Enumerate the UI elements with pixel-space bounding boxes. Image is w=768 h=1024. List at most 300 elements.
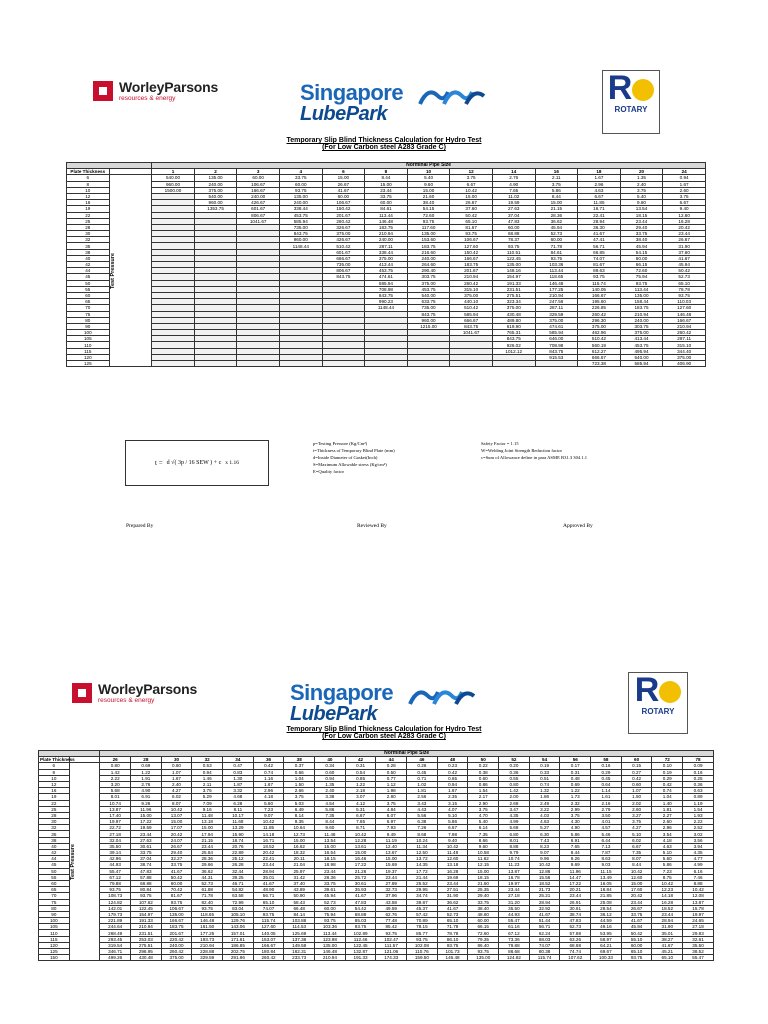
pressure-value-cell: 8.11 <box>223 806 254 812</box>
pressure-value-cell: 13.29 <box>223 825 254 831</box>
pressure-value-cell: 4.90 <box>131 788 162 794</box>
pressure-value-cell: 15.90 <box>223 831 254 837</box>
pressure-value-cell: 1.67 <box>578 175 621 181</box>
pressure-value-cell: 375.00 <box>161 955 192 961</box>
pressure-value-cell: 1.93 <box>683 812 714 818</box>
pressure-value-cell: 29.40 <box>620 224 663 230</box>
pressure-value-cell: 344.40 <box>663 348 706 354</box>
pressure-value-cell: 319.54 <box>100 942 131 948</box>
thickness-formula <box>125 440 269 486</box>
pressure-value-cell: 37.40 <box>284 880 315 886</box>
pressure-value-cell: 13.07 <box>161 812 192 818</box>
pressure-value-cell: 1.30 <box>223 775 254 781</box>
pressure-value-cell: 260.42 <box>322 218 365 224</box>
pressure-value-cell: 3.75 <box>663 193 706 199</box>
pressure-value-cell: 3.47 <box>499 806 530 812</box>
pressure-value-cell: 1.73 <box>560 794 591 800</box>
pressure-value-cell: 115.74 <box>529 955 560 961</box>
pressure-value-cell: 12.86 <box>529 868 560 874</box>
pressure-value-cell: 31.90 <box>652 924 683 930</box>
pressure-value-cell: 48.90 <box>253 887 284 893</box>
pressure-value-cell: 183.75 <box>450 262 493 268</box>
pressure-value-cell: 6.67 <box>450 181 493 187</box>
pressure-value-cell: 38.74 <box>560 911 591 917</box>
pressure-value-cell: 11.19 <box>376 837 407 843</box>
plate-thickness-cell: 16 <box>67 200 110 206</box>
legend-left <box>313 440 473 475</box>
pressure-value-cell: 30.61 <box>560 905 591 911</box>
legend-line: W=Welding Joint Strength Reduction factor <box>481 448 563 453</box>
pressure-value-cell: 35.50 <box>100 843 131 849</box>
pressure-value-cell: 0.28 <box>376 763 407 769</box>
plate-thickness-cell: 40 <box>67 255 110 261</box>
pressure-value-cell: 50.42 <box>663 268 706 274</box>
pressure-value-cell: 81.67 <box>578 262 621 268</box>
pressure-value-cell: 67.12 <box>499 930 530 936</box>
pressure-value-cell: 33.75 <box>131 850 162 856</box>
pressure-value-cell: 150.42 <box>450 249 493 255</box>
pressure-value-cell: 60.00 <box>161 880 192 886</box>
pressure-value-cell: 13.54 <box>315 837 346 843</box>
pressure-value-cell: 426.67 <box>322 237 365 243</box>
pressure-value-cell: 71.78 <box>535 243 578 249</box>
plate-thickness-cell: 6 <box>67 175 110 181</box>
pressure-value-cell: 31.20 <box>499 899 530 905</box>
pressure-value-cell: 9.96 <box>529 856 560 862</box>
pressure-value-cell: 0.27 <box>621 769 652 775</box>
pressure-value-cell: 7.93 <box>376 825 407 831</box>
pressure-value-cell: 122.45 <box>345 942 376 948</box>
pressure-value-cell: 78.37 <box>492 237 535 243</box>
pipe-size-header: 60 <box>621 757 652 763</box>
pressure-value-cell: 34.74 <box>407 893 438 899</box>
pressure-value-cell: 11.02 <box>492 193 535 199</box>
pressure-value-cell: 2.02 <box>621 800 652 806</box>
pressure-value-cell: 9.60 <box>407 181 450 187</box>
pressure-value-cell: 68.88 <box>131 880 162 886</box>
pressure-value-cell: 0.33 <box>529 769 560 775</box>
pressure-value-cell: 233.73 <box>284 955 315 961</box>
pressure-value-cell: 19.59 <box>131 825 162 831</box>
pressure-value-cell: 7.35 <box>315 812 346 818</box>
pressure-value-cell: 132.87 <box>345 949 376 955</box>
pressure-value-cell: 375.00 <box>620 330 663 336</box>
pressure-value-cell: 10.74 <box>100 800 131 806</box>
pressure-value-cell: 22.72 <box>100 825 131 831</box>
pressure-value-cell: 4.27 <box>161 788 192 794</box>
pressure-value-cell: 8.44 <box>621 862 652 868</box>
pressure-value-cell: 1.12 <box>376 781 407 787</box>
pressure-value-cell: 38.74 <box>131 862 162 868</box>
pressure-value-cell: 960.00 <box>279 237 322 243</box>
pipe-size-header: 36 <box>253 757 284 763</box>
pressure-value-cell: 72.99 <box>223 899 254 905</box>
pressure-value-cell: 6.91 <box>560 837 591 843</box>
pressure-value-cell: 3.27 <box>621 812 652 818</box>
pressure-value-cell: 38.27 <box>652 936 683 942</box>
pressure-value-cell: 540.00 <box>152 175 195 181</box>
pressure-value-cell: 13.18 <box>192 819 223 825</box>
pressure-value-cell: 135.00 <box>407 231 450 237</box>
pressure-value-cell: 338.44 <box>279 206 322 212</box>
pressure-value-cell: 413.44 <box>620 336 663 342</box>
pressure-value-cell: 1012.12 <box>492 348 535 354</box>
pressure-value-cell: 9.35 <box>284 819 315 825</box>
pressure-value-cell: 52.73 <box>663 274 706 280</box>
pressure-value-cell: 0.66 <box>284 769 315 775</box>
pressure-value-cell: 15.00 <box>322 175 365 181</box>
pressure-value-cell: 210.94 <box>365 231 408 237</box>
pressure-value-cell: 315.10 <box>663 342 706 348</box>
pressure-value-cell: 540.00 <box>620 354 663 360</box>
pressure-value-cell: 8.07 <box>161 800 192 806</box>
nominal-pipe-size-header: Norminal Pipe Size <box>100 751 714 757</box>
pressure-value-cell: 0.64 <box>591 781 622 787</box>
pressure-value-cell: 1.35 <box>620 175 663 181</box>
pressure-value-cell: 540.00 <box>407 292 450 298</box>
pressure-value-cell: 106.67 <box>450 237 493 243</box>
pressure-value-cell: 102.47 <box>376 936 407 942</box>
pressure-value-cell: 20.42 <box>663 224 706 230</box>
pressure-value-cell: 264.60 <box>407 262 450 268</box>
pressure-value-cell: 21.15 <box>192 837 223 843</box>
rotary-text: ROTARY <box>614 105 648 114</box>
wp-name: WorleyParsons <box>119 79 219 95</box>
pressure-value-cell: 37.60 <box>663 249 706 255</box>
pressure-value-cell: 2.49 <box>529 800 560 806</box>
pressure-value-cell: 220.42 <box>161 936 192 942</box>
plate-thickness-cell: 80 <box>39 905 70 911</box>
pressure-value-cell: 166.67 <box>237 187 280 193</box>
pressure-value-cell: 260.42 <box>578 311 621 317</box>
pressure-value-cell: 7.23 <box>652 868 683 874</box>
pressure-value-cell: 9.07 <box>253 812 284 818</box>
pressure-value-cell: 0.80 <box>100 763 131 769</box>
pressure-value-cell: 0.42 <box>652 781 683 787</box>
pressure-value-cell: 6.91 <box>131 794 162 800</box>
plate-thickness-cell: 105 <box>67 336 110 342</box>
pressure-value-cell: 6.44 <box>591 837 622 843</box>
pressure-value-cell: 0.54 <box>345 769 376 775</box>
pressure-value-cell: 166.67 <box>450 255 493 261</box>
pressure-value-cell: 8.14 <box>284 812 315 818</box>
pressure-value-cell: 166.67 <box>253 942 284 948</box>
plate-thickness-cell: 125 <box>67 361 110 367</box>
pressure-value-cell: 0.25 <box>683 775 714 781</box>
pressure-value-cell: 5.46 <box>591 831 622 837</box>
pressure-value-cell: 183.75 <box>161 924 192 930</box>
pressure-value-cell: 10.42 <box>683 887 714 893</box>
pressure-value-cell: 106.67 <box>161 905 192 911</box>
pressure-value-cell: 35.93 <box>345 887 376 893</box>
pressure-value-cell: 153.07 <box>253 936 284 942</box>
pressure-value-cell: 585.94 <box>450 311 493 317</box>
pressure-value-cell: 80.38 <box>529 949 560 955</box>
pressure-value-cell: 36.30 <box>578 224 621 230</box>
plate-thickness-cell: 110 <box>67 342 110 348</box>
pipe-size-header: 38 <box>284 757 315 763</box>
pressure-value-cell: 510.42 <box>322 243 365 249</box>
pressure-value-cell: 296.30 <box>578 317 621 323</box>
pressure-value-cell: 18.52 <box>529 880 560 886</box>
pressure-value-cell: 453.75 <box>279 212 322 218</box>
pressure-value-cell: 0.83 <box>223 769 254 775</box>
plate-thickness-cell: 44 <box>67 268 110 274</box>
pressure-value-cell: 2.40 <box>161 781 192 787</box>
pressure-value-cell: 4.43 <box>407 806 438 812</box>
pressure-value-cell: 5.86 <box>437 819 468 825</box>
pressure-value-cell: 2.35 <box>437 794 468 800</box>
pressure-value-cell: 2.11 <box>192 781 223 787</box>
pressure-value-cell: 65.10 <box>437 918 468 924</box>
pipe-size-header: 78 <box>683 757 714 763</box>
pressure-value-cell: 210.94 <box>450 274 493 280</box>
rotary-text: ROTARY <box>641 707 675 716</box>
pressure-value-cell: 8.01 <box>100 794 131 800</box>
pressure-value-cell: 2.56 <box>407 794 438 800</box>
pressure-value-cell: 2.40 <box>620 181 663 187</box>
plate-thickness-cell: 100 <box>67 330 110 336</box>
pressure-value-cell: 50.42 <box>161 874 192 880</box>
pressure-value-cell: 17.07 <box>161 825 192 831</box>
pressure-value-cell: 0.51 <box>529 775 560 781</box>
pressure-value-cell: 171.61 <box>223 936 254 942</box>
pressure-value-cell: 135.00 <box>468 955 499 961</box>
pressure-value-cell: 9.60 <box>315 825 346 831</box>
pressure-value-cell: 1.67 <box>663 181 706 187</box>
pressure-value-cell: 298.95 <box>131 949 162 955</box>
pressure-value-cell: 32.61 <box>683 936 714 942</box>
worleyparsons-mark-icon <box>72 683 92 703</box>
pressure-value-cell: 17.40 <box>100 812 131 818</box>
pressure-value-cell: 26.91 <box>560 899 591 905</box>
pressure-value-cell: 93.75 <box>492 243 535 249</box>
pressure-value-cell: 28.36 <box>192 856 223 862</box>
pipe-size-header: 48 <box>437 757 468 763</box>
pressure-value-cell: 154.97 <box>492 274 535 280</box>
pressure-value-cell: 20.42 <box>621 893 652 899</box>
pressure-value-cell: 0.34 <box>315 763 346 769</box>
plate-thickness-cell: 22 <box>67 212 110 218</box>
pressure-value-cell: 19.37 <box>376 868 407 874</box>
pressure-value-cell: 16.78 <box>499 874 530 880</box>
pressure-value-cell: 231.51 <box>131 930 162 936</box>
legend-line: c=Sum of Allowance define in para ASME B31.3 304.1.1 <box>481 455 588 460</box>
pressure-value-cell: 0.60 <box>621 781 652 787</box>
pressure-value-cell: 228.88 <box>192 949 223 955</box>
pressure-value-cell: 6.14 <box>468 825 499 831</box>
pressure-value-cell: 56.71 <box>253 893 284 899</box>
test-pressure-label: Test Pressure <box>109 252 116 289</box>
pressure-value-cell: 1.50 <box>621 794 652 800</box>
pressure-value-cell: 93.75 <box>578 274 621 280</box>
pressure-value-cell: 619.90 <box>492 323 535 329</box>
slp-line2: LubePark <box>290 703 378 725</box>
pressure-value-cell: 93.75 <box>437 942 468 948</box>
pressure-value-cell: 85.77 <box>407 930 438 936</box>
pressure-value-cell: 293.45 <box>100 936 131 942</box>
pressure-value-cell: 9.60 <box>468 843 499 849</box>
plate-thickness-cell: 28 <box>39 812 70 818</box>
pressure-value-cell <box>237 361 280 367</box>
pressure-value-cell: 150.42 <box>322 206 365 212</box>
pressure-value-cell: 2.17 <box>468 794 499 800</box>
worleyparsons-logo <box>72 682 197 705</box>
pressure-value-cell: 6.02 <box>621 837 652 843</box>
pressure-value-cell: 89.63 <box>578 268 621 274</box>
pressure-value-cell: 10.74 <box>499 856 530 862</box>
pressure-value-cell: 0.74 <box>652 788 683 794</box>
pressure-value-cell: 28.94 <box>529 899 560 905</box>
pressure-value-cell: 2.32 <box>560 800 591 806</box>
pressure-value-cell: 113.44 <box>535 268 578 274</box>
pressure-value-cell: 41.67 <box>161 868 192 874</box>
plate-thickness-cell: 45 <box>67 274 110 280</box>
pressure-value-cell: 93.75 <box>315 918 346 924</box>
pressure-value-cell: 260.42 <box>253 955 284 961</box>
pressure-value-cell: 8.07 <box>621 856 652 862</box>
pressure-value-cell: 183.75 <box>620 305 663 311</box>
pressure-value-cell: 111.57 <box>376 942 407 948</box>
pressure-value-cell: 0.42 <box>253 763 284 769</box>
pressure-value-cell: 1041.67 <box>237 218 280 224</box>
pressure-value-cell: 22.41 <box>253 856 284 862</box>
pressure-value-cell: 19.69 <box>437 874 468 880</box>
pressure-value-cell: 25.52 <box>407 880 438 886</box>
pressure-value-cell: 0.16 <box>591 763 622 769</box>
pressure-value-cell: 135.00 <box>279 193 322 199</box>
pressure-value-cell: 4.07 <box>437 806 468 812</box>
pressure-value-cell: 2.96 <box>578 181 621 187</box>
pressure-value-cell: 7.46 <box>683 874 714 880</box>
pressure-value-cell: 0.48 <box>560 775 591 781</box>
pressure-value-cell: 3.15 <box>437 800 468 806</box>
pressure-value-cell: 226.85 <box>578 305 621 311</box>
pressure-value-cell: 210.94 <box>663 323 706 329</box>
pressure-value-cell: 765.31 <box>492 330 535 336</box>
rotary-mark-icon: R <box>603 71 659 105</box>
pipe-size-header: 14 <box>492 169 535 175</box>
title-line-2: (For Low Carbon steel A283 Grade C) <box>322 144 446 151</box>
pressure-value-cell: 4.35 <box>683 850 714 856</box>
pressure-value-cell: 1.35 <box>315 781 346 787</box>
pressure-value-cell: 36.62 <box>437 899 468 905</box>
pressure-value-cell: 45.94 <box>315 893 346 899</box>
pressure-value-cell: 33.75 <box>279 175 322 181</box>
pressure-value-cell: 153.60 <box>407 237 450 243</box>
pressure-value-cell: 113.44 <box>315 930 346 936</box>
pressure-value-cell: 57.88 <box>560 930 591 936</box>
pressure-value-cell: 29.40 <box>468 893 499 899</box>
pressure-value-cell: 60.00 <box>322 193 365 199</box>
pressure-value-cell: 35.50 <box>683 942 714 948</box>
pressure-value-cell: 70.42 <box>161 887 192 893</box>
pressure-value-cell: 19.97 <box>683 911 714 917</box>
pressure-value-cell: 93.75 <box>279 187 322 193</box>
pressure-value-cell: 35.01 <box>253 874 284 880</box>
pressure-value-cell: 0.71 <box>407 775 438 781</box>
pressure-value-cell: 29.95 <box>407 887 438 893</box>
pressure-value-cell: 191.33 <box>492 280 535 286</box>
plate-thickness-cell: 40 <box>39 843 70 849</box>
pressure-value-cell: 33.75 <box>161 862 192 868</box>
plate-thickness-cell: 6 <box>39 763 70 769</box>
pressure-value-cell: 5.86 <box>535 187 578 193</box>
pressure-value-cell: 2.52 <box>683 825 714 831</box>
pressure-value-cell: 93.75 <box>407 936 438 942</box>
pressure-value-cell: 127.60 <box>663 305 706 311</box>
pressure-value-cell: 60.00 <box>279 181 322 187</box>
plate-thickness-cell: 10 <box>39 775 70 781</box>
pressure-value-cell: 41.67 <box>437 905 468 911</box>
pressure-value-cell: 3.75 <box>468 806 499 812</box>
waves-icon <box>408 684 478 708</box>
pressure-value-cell: 32.27 <box>161 856 192 862</box>
pressure-value-cell: 61.88 <box>192 887 223 893</box>
test-pressure-label-cell <box>69 763 100 961</box>
pressure-value-cell: 123.98 <box>315 936 346 942</box>
pressure-value-cell: 4.70 <box>468 812 499 818</box>
pressure-value-cell: 33.75 <box>468 899 499 905</box>
pressure-value-cell: 105.10 <box>223 911 254 917</box>
pressure-value-cell: 1.40 <box>652 800 683 806</box>
pipe-size-header: 12 <box>450 169 493 175</box>
pressure-value-cell: 8.44 <box>535 193 578 199</box>
pipe-size-header: 52 <box>499 757 530 763</box>
pressure-value-cell: 127.60 <box>253 924 284 930</box>
pressure-value-cell: 0.89 <box>683 794 714 800</box>
table-row <box>39 955 714 961</box>
pressure-value-cell: 260.42 <box>663 330 706 336</box>
pressure-value-cell: 21.60 <box>407 193 450 199</box>
pressure-value-cell: 5.10 <box>652 850 683 856</box>
title-line-1: Temporary Slip Blind Thickness Calculation for Hydro Test <box>286 137 482 144</box>
pressure-value-cell: 135.00 <box>161 911 192 917</box>
pressure-value-cell: 0.94 <box>315 775 346 781</box>
pressure-value-cell: 15.00 <box>376 856 407 862</box>
pressure-value-cell: 462.96 <box>578 330 621 336</box>
pressure-value-cell: 60.00 <box>535 237 578 243</box>
pressure-value-cell: 166.67 <box>663 317 706 323</box>
pressure-value-cell: 6.28 <box>223 800 254 806</box>
plate-thickness-cell: 105 <box>39 924 70 930</box>
pressure-value-cell: 93.75 <box>131 893 162 899</box>
pressure-value-cell: 5.03 <box>284 800 315 806</box>
pressure-value-cell: 8.23 <box>529 843 560 849</box>
pressure-value-cell: 440.10 <box>450 299 493 305</box>
pressure-value-cell: 585.94 <box>365 280 408 286</box>
pressure-value-cell: 3.94 <box>683 843 714 849</box>
pressure-value-cell: 11.15 <box>591 868 622 874</box>
pressure-value-cell: 38.52 <box>683 949 714 955</box>
pressure-value-cell: 210.94 <box>620 311 663 317</box>
plate-thickness-cell: 100 <box>39 918 70 924</box>
pressure-value-cell: 15.78 <box>683 905 714 911</box>
worleyparsons-logo <box>93 80 218 103</box>
pressure-value-cell: 45.94 <box>535 224 578 230</box>
plate-thickness-cell: 32 <box>67 237 110 243</box>
pressure-value-cell: 21.44 <box>407 874 438 880</box>
pressure-value-cell: 1.07 <box>161 769 192 775</box>
pressure-value-cell: 38.40 <box>620 237 663 243</box>
pressure-value-cell: 37.04 <box>492 212 535 218</box>
pressure-value-cell: 23.44 <box>560 893 591 899</box>
pressure-value-cell: 17.60 <box>621 887 652 893</box>
pressure-value-cell: 240.00 <box>161 942 192 948</box>
pressure-value-cell: 375.00 <box>365 255 408 261</box>
pressure-value-cell: 6.67 <box>345 812 376 818</box>
pressure-value-cell: 221.89 <box>100 918 131 924</box>
